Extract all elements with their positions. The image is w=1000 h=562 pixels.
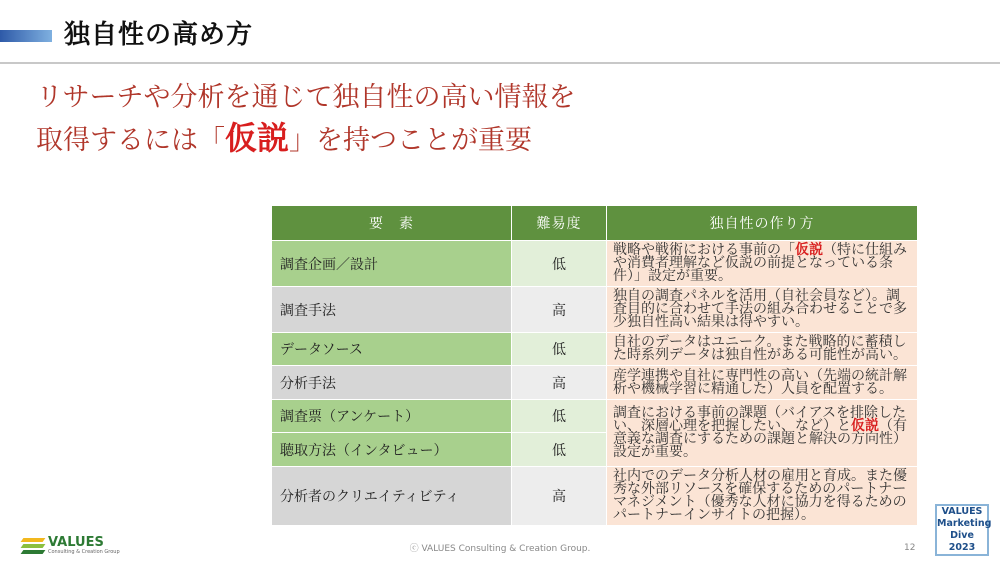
badge-line-1: VALUES [941,506,983,517]
logo-subtitle: Consulting & Creation Group [48,549,120,555]
method-keyword: 仮説 [851,418,879,434]
method-text-post: （有意義な調査にするための課題と解決の方向性）設定が重要。 [613,418,907,460]
difficulty-cell: 高 [512,467,607,526]
headline-keyword: 仮説 [225,119,290,157]
element-cell: 分析手法 [272,366,512,400]
headline-line-1: リサーチや分析を通じて独自性の高い情報を [36,82,576,113]
element-cell: 調査票（アンケート） [272,400,512,433]
header-method: 独自性の作り方 [607,206,918,241]
event-badge [935,504,992,556]
difficulty-cell: 低 [512,400,607,433]
uniqueness-table [271,205,918,526]
header-difficulty: 難易度 [512,206,607,241]
element-cell: データソース [272,333,512,366]
table-row [272,400,918,433]
headline-pre: 取得するには「 [36,125,225,156]
copyright-text: ⓒ VALUES Consulting & Creation Group. [409,544,591,554]
page-number: 12 [904,543,916,553]
difficulty-cell: 高 [512,287,607,333]
method-keyword: 仮説 [795,242,823,258]
table-row [272,366,918,400]
headline-post: 」を持つことが重要 [289,125,533,156]
method-cell [607,241,918,287]
table-row [272,241,918,287]
method-cell [607,400,918,467]
title-accent-bar [0,30,52,42]
method-cell: 産学連携や自社に専門性の高い（先端の統計解析や機械学習に精通した）人員を配置する。 [607,366,918,400]
table-header-row [272,206,918,241]
table-row [272,467,918,526]
method-text-pre: 調査における事前の課題（バイアスを排除したい、深層心理を把握したい、など）と [613,405,907,434]
method-cell: 自社のデータはユニーク。また戦略的に蓄積した時系列データは独自性がある可能性が高い。 [607,333,918,366]
method-cell: 独自の調査パネルを活用（自社会員など）。調査目的に合わせて手法の組み合わせることで多少独自性高い結果は得やすい。 [607,287,918,333]
table-row [272,333,918,366]
element-cell: 調査手法 [272,287,512,333]
headline [36,78,575,161]
headline-line-2 [36,118,575,161]
table-row [272,287,918,333]
method-text-post: （特に仕組みや消費者理解など仮説の前提となっている条件）」設定が重要。 [613,242,907,284]
badge-line-2: Marketing [937,518,992,529]
difficulty-cell: 高 [512,366,607,400]
badge-line-3: Dive 2023 [948,530,976,553]
difficulty-cell: 低 [512,433,607,467]
difficulty-cell: 低 [512,333,607,366]
slide-title: 独自性の高め方 [64,20,254,50]
title-divider [0,62,1000,64]
element-cell: 聴取方法（インタビュー） [272,433,512,467]
method-text-pre: 戦略や戦術における事前の「 [613,242,795,258]
method-cell: 社内でのデータ分析人材の雇用と育成。また優秀な外部リソースを確保するためのパートナーマネジメント（優秀な人材に協力を得るためのパートナーインサイトの把握）。 [607,467,918,526]
difficulty-cell: 低 [512,241,607,287]
element-cell: 調査企画／設計 [272,241,512,287]
header-element: 要 素 [272,206,512,241]
element-cell: 分析者のクリエイティビティ [272,467,512,526]
logo-name: VALUES [48,535,104,550]
